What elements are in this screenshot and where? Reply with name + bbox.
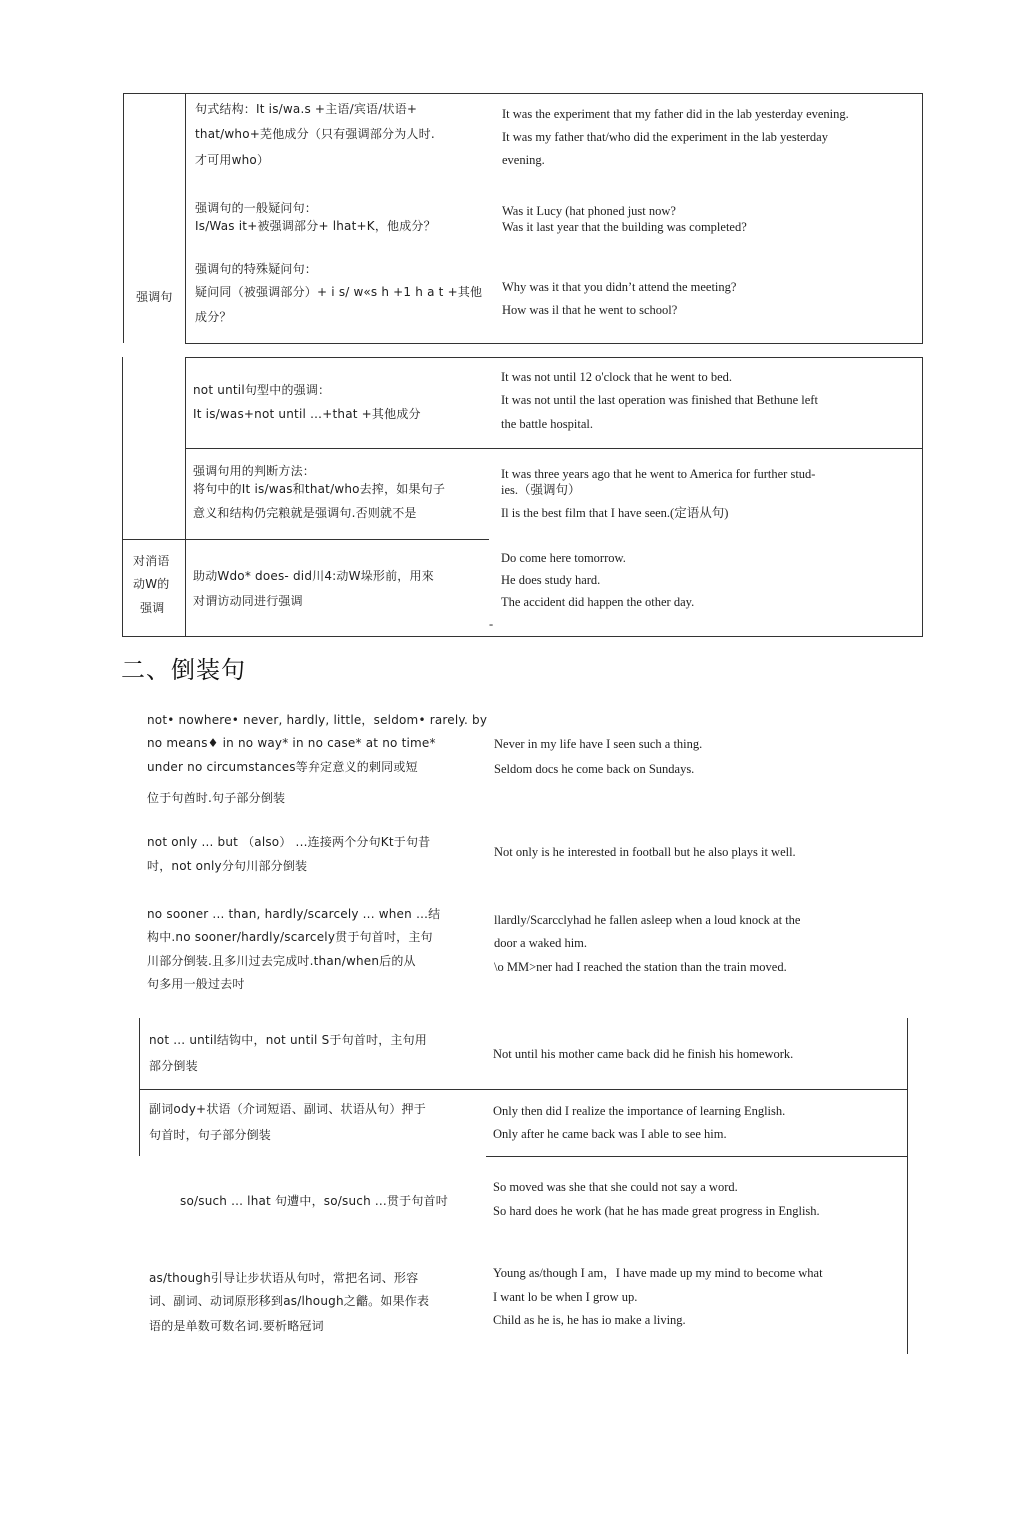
row-label: 对消语	[133, 554, 170, 568]
rule-line: 句多用一般过去吋	[147, 977, 245, 991]
table2-top-border	[185, 357, 923, 358]
rule-line: not• nowhere• never, hardly, little，seldom• rarely. by	[147, 713, 488, 727]
rule-line: 对谓访动同进行强调	[193, 594, 303, 608]
section2-row-divider	[486, 1156, 907, 1157]
example-line: \o MM>ner had I reached the station than the train moved.	[494, 960, 787, 974]
example-line: I want lo be when I grow up.	[493, 1290, 638, 1304]
rule-line: no sooner ... than, hardly/scarcely ... when …结	[147, 907, 441, 921]
example-line: How was il that he went to school?	[502, 303, 678, 317]
stray-dash: -	[489, 617, 494, 631]
example-line: Il is the best film that I have seen.(定语从句)	[501, 506, 729, 520]
row-label: 强调	[140, 601, 165, 615]
row-label: 动W的	[133, 577, 170, 591]
table1-left-border	[123, 93, 124, 343]
example-line: Only then did I realize the importance of learning English.	[493, 1104, 786, 1118]
example-line: Not until his mother came back did he finish his homework.	[493, 1047, 794, 1061]
rule-line: 成分？	[195, 310, 232, 324]
table1-top-border	[123, 93, 923, 94]
rule-line: 将句中的It is/was和that/who去搾，如果句子	[193, 482, 446, 496]
section-heading: 二、倒装句	[121, 656, 246, 684]
section2-right-border	[907, 1018, 908, 1354]
rule-line: 语的是单数可数名词.要析略冠词	[149, 1319, 324, 1333]
rule-line: 构中.no sooner/hardly/scarcely贯于句首吋，主句	[147, 930, 433, 944]
rule-line: 强调句用的判断方法：	[193, 464, 316, 478]
table1-right-border	[922, 93, 923, 343]
rule-line: not only ... but （also） ...连接两个分句Kt于句昔	[147, 835, 431, 849]
example-line: It was three years ago that he went to America for further stud-	[501, 467, 816, 481]
rule-line: so/such ... lhat 句遭中，so/such ...贯于句首吋	[180, 1194, 448, 1208]
example-line: the battle hospital.	[501, 417, 593, 431]
section2-left-border	[139, 1018, 140, 1156]
example-line: Was it Lucy (hat phoned just now?	[502, 204, 676, 218]
example-line: It was not until 12 o'clock that he went to bed.	[501, 370, 733, 384]
rule-line: 位于句酋时.句子部分倒装	[147, 791, 286, 805]
rule-line: that/who+芜他成分（只有强调部分为人时.	[195, 127, 435, 141]
rule-line: 疑问同（被强调部分）+ i s/ w«s h +1 h a t +其他	[195, 285, 483, 299]
example-line: ies.（强调句）	[501, 483, 581, 497]
example-line: Was it last year that the building was completed?	[502, 220, 747, 234]
rule-line: 句首时，句子部分倒装	[149, 1128, 272, 1142]
rule-line: 部分倒装	[149, 1059, 198, 1073]
rule-line: 吋，not only分句川部分倒装	[147, 859, 308, 873]
example-line: Seldom docs he come back on Sundays.	[494, 762, 695, 776]
table2-inner-border	[185, 357, 186, 637]
example-line: evening.	[502, 153, 545, 167]
rule-line: 川部分倒装.且多川过去完成吋.than/when后的从	[147, 954, 416, 968]
example-line: So moved was she that she could not say a word.	[493, 1180, 738, 1194]
example-line: He does study hard.	[501, 573, 601, 587]
table2-bottom-border	[122, 636, 923, 637]
table2-row-divider	[185, 448, 923, 449]
rule-line: It is/was+not until …+that +其他成分	[193, 407, 421, 421]
rule-line: 意义和结构仍完粮就是强调句.否则就不是	[193, 506, 417, 520]
emphasis-label: 强调句	[136, 290, 173, 304]
example-line: Only after he came back was I able to see him.	[493, 1127, 727, 1141]
section2-row-divider	[139, 1089, 907, 1090]
example-line: Why was it that you didn’t attend the meeting?	[502, 280, 737, 294]
example-line: Not only is he interested in football but he also plays it well.	[494, 845, 796, 859]
table1-bottom-border	[185, 343, 923, 344]
example-line: It was not until the last operation was finished that Bethune left	[501, 393, 818, 407]
rule-line: not ... until结钩中，not until S于句首吋，主句用	[149, 1033, 427, 1047]
example-line: So hard does he work (hat he has made great progress in English.	[493, 1204, 820, 1218]
example-line: It was my father that/who did the experiment in the lab yesterday	[502, 130, 828, 144]
example-line: door a waked him.	[494, 936, 588, 950]
rule-line: as/though引导让步状语从句吋，常把名词、形容	[149, 1271, 419, 1285]
rule-line: 助动Wdo* does- did川4:动W垛形前，用來	[193, 569, 434, 583]
rule-line: not until句型中的强调：	[193, 383, 331, 397]
rule-line: no means♦ in no way* in no case* at no time*	[147, 736, 436, 750]
example-line: Do come here tomorrow.	[501, 551, 626, 565]
rule-line: under no circumstances等弁定意义的剌同或短	[147, 760, 418, 774]
table2-row-divider	[122, 539, 489, 540]
table2-right-border	[922, 357, 923, 637]
example-line: Young as/though I am，I have made up my mind to become what	[493, 1266, 823, 1280]
table2-left-border	[122, 357, 123, 637]
rule-line: 强调句的一般疑问句：	[195, 201, 318, 215]
rule-line: 才可用who）	[195, 153, 270, 167]
rule-line: 副词ody+状语（介词短语、副词、状语从句）押于	[149, 1102, 426, 1116]
table1-inner-border	[185, 93, 186, 343]
rule-line: 词、副词、动词原形移到as/lhough之龤。如果作表	[149, 1294, 430, 1308]
example-line: Never in my life have I seen such a thing.	[494, 737, 703, 751]
example-line: It was the experiment that my father did in the lab yesterday evening.	[502, 107, 849, 121]
example-line: Child as he is, he has io make a living.	[493, 1313, 686, 1327]
rule-line: Is/Was it+被强调部分+ lhat+K，他成分？	[195, 219, 436, 233]
example-line: llardly/Scarcclyhad he fallen asleep when a loud knock at the	[494, 913, 801, 927]
example-line: The accident did happen the other day.	[501, 595, 695, 609]
rule-line: 强调句的特殊疑问句：	[195, 262, 318, 276]
rule-line: 句式结构：It is/wa.s +主语/宾语/状语+	[195, 102, 418, 116]
